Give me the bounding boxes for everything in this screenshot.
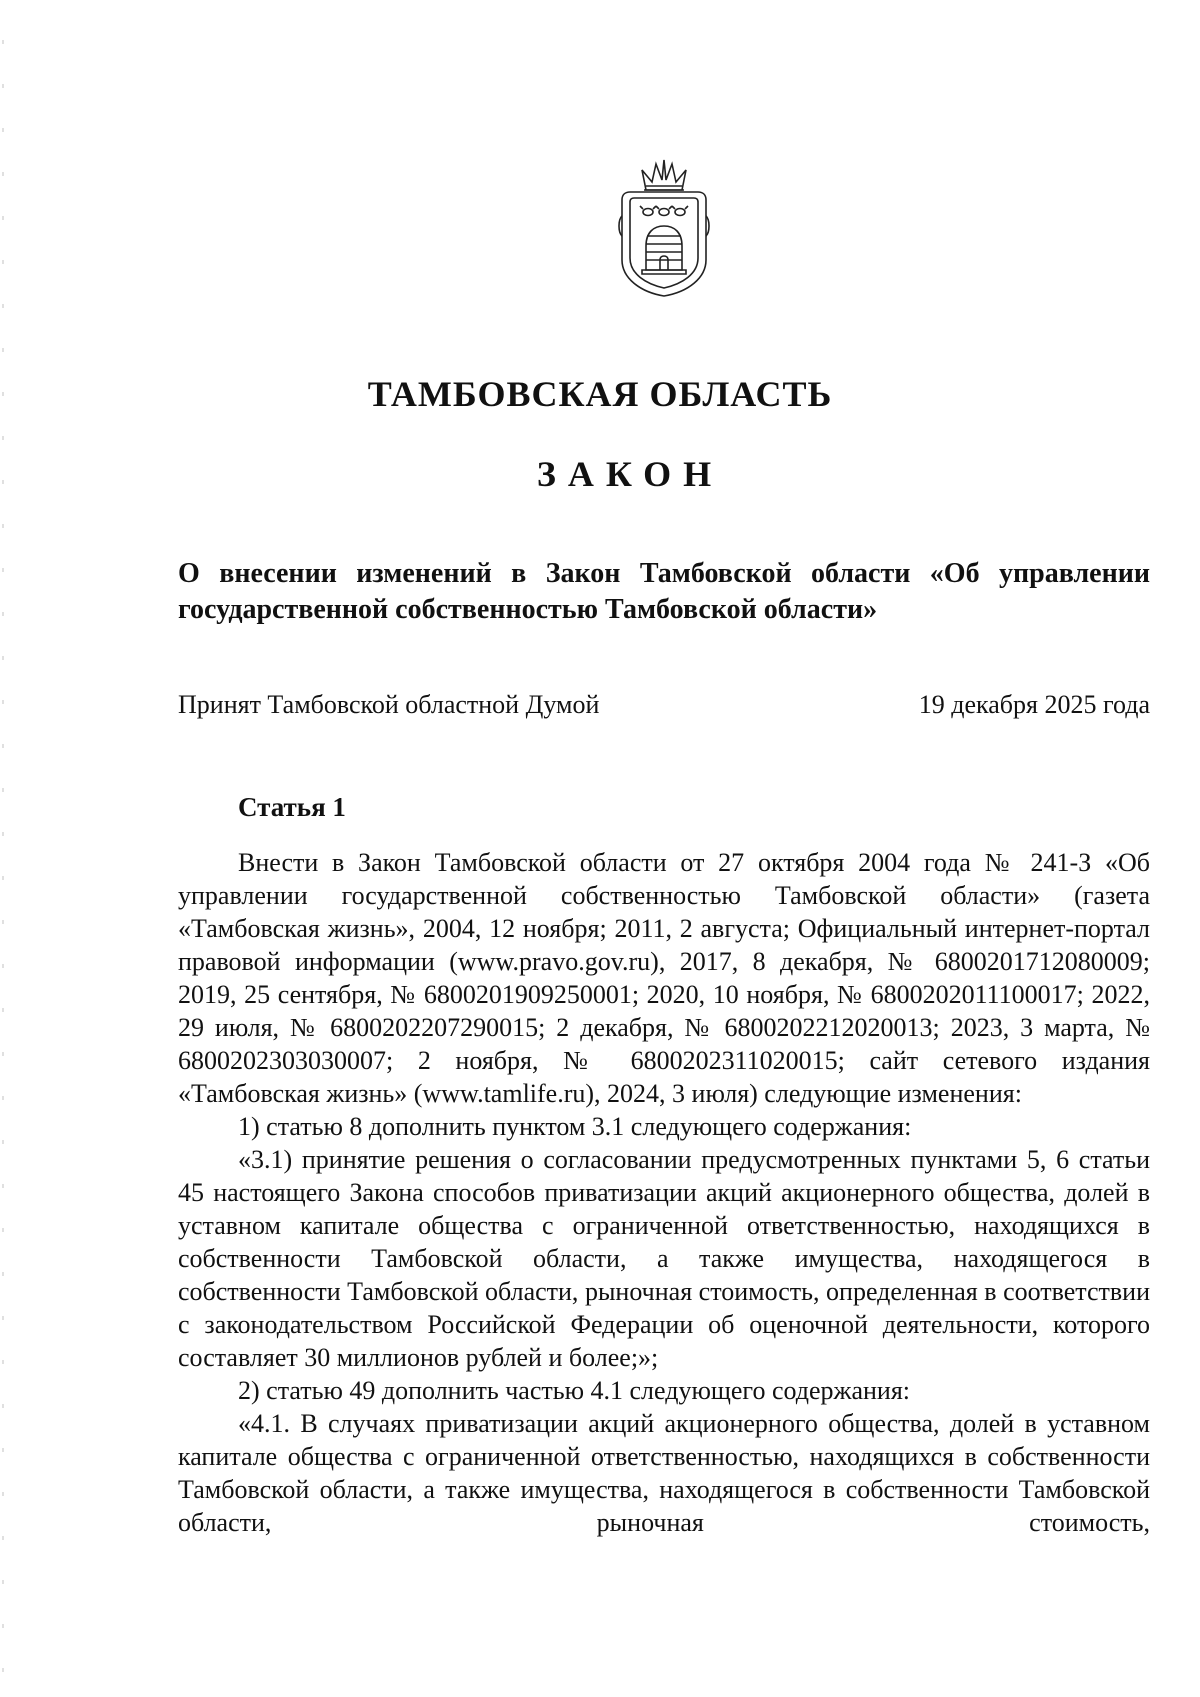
paragraph-item-2-text: «4.1. В случаях приватизации акций акционерного общества, долей в уставном капитале общества с ограниченной ответственностью, находящихся в собственности Тамбовской области, а также имущества, находящегося в собственности Тамбовской области, рыночная стоимость, [178,1409,1150,1537]
region-title: ТАМБОВСКАЯ ОБЛАСТЬ [367,374,833,414]
adopted-by: Принят Тамбовской областной Думой [178,690,600,719]
adopted-date: 19 декабря 2025 года [918,690,1150,719]
adoption-line [178,688,1150,722]
paragraph-intro: Внести в Закон Тамбовской области от 27 октября 2004 года № 241-З «Об управлении государственной собственностью Тамбовской области» (газета «Тамбовская жизнь», 2004, 12 ноября; 2011, 2 августа; Официальный интернет-портал правовой информации (www.pravo.gov.ru), 2017, 8 декабря, № 6800201712080009; 2019, 25 сентября, № 6800201909250001; 2020, 10 ноября, № 6800202011100017; 2022, 29 июля, № 6800202207290015; 2 декабря, № 6800202212020013; 2023, 3 марта, № 6800202303030007; 2 ноября, № 6800202311020015; сайт сетевого издания «Тамбовская жизнь» (www.tamlife.ru), 2024, 3 июля) следующие изменения: [178,848,1150,1108]
paragraph-item-1: 1) статью 8 дополнить пунктом 3.1 следующего содержания: [238,1112,912,1141]
tambov-coat-of-arms-icon [616,156,712,300]
paragraph-item-1-text: «3.1) принятие решения о согласовании предусмотренных пунктами 5, 6 статьи 45 настоящего Закона способов приватизации акций акционерного общества, долей в уставном капитале общества с ограниченной ответственностью, находящихся в собственности Тамбовской области, а также имущества, находящегося в собственности Тамбовской области, рыночная стоимость, определенная в соответствии с законодательством Российской Федерации об оценочной деятельности, которого составляет 30 миллионов рублей и более;»; [178,1145,1150,1372]
article-heading: Статья 1 [238,792,346,822]
scan-edge [2,0,4,1697]
law-subject: О внесении изменений в Закон Тамбовской области «Об управлении государственной собственностью Тамбовской области» [178,558,1150,625]
law-title: ЗАКОН [536,454,724,494]
article-body [178,846,1150,1539]
paragraph-item-2: 2) статью 49 дополнить частью 4.1 следующего содержания: [238,1376,911,1405]
